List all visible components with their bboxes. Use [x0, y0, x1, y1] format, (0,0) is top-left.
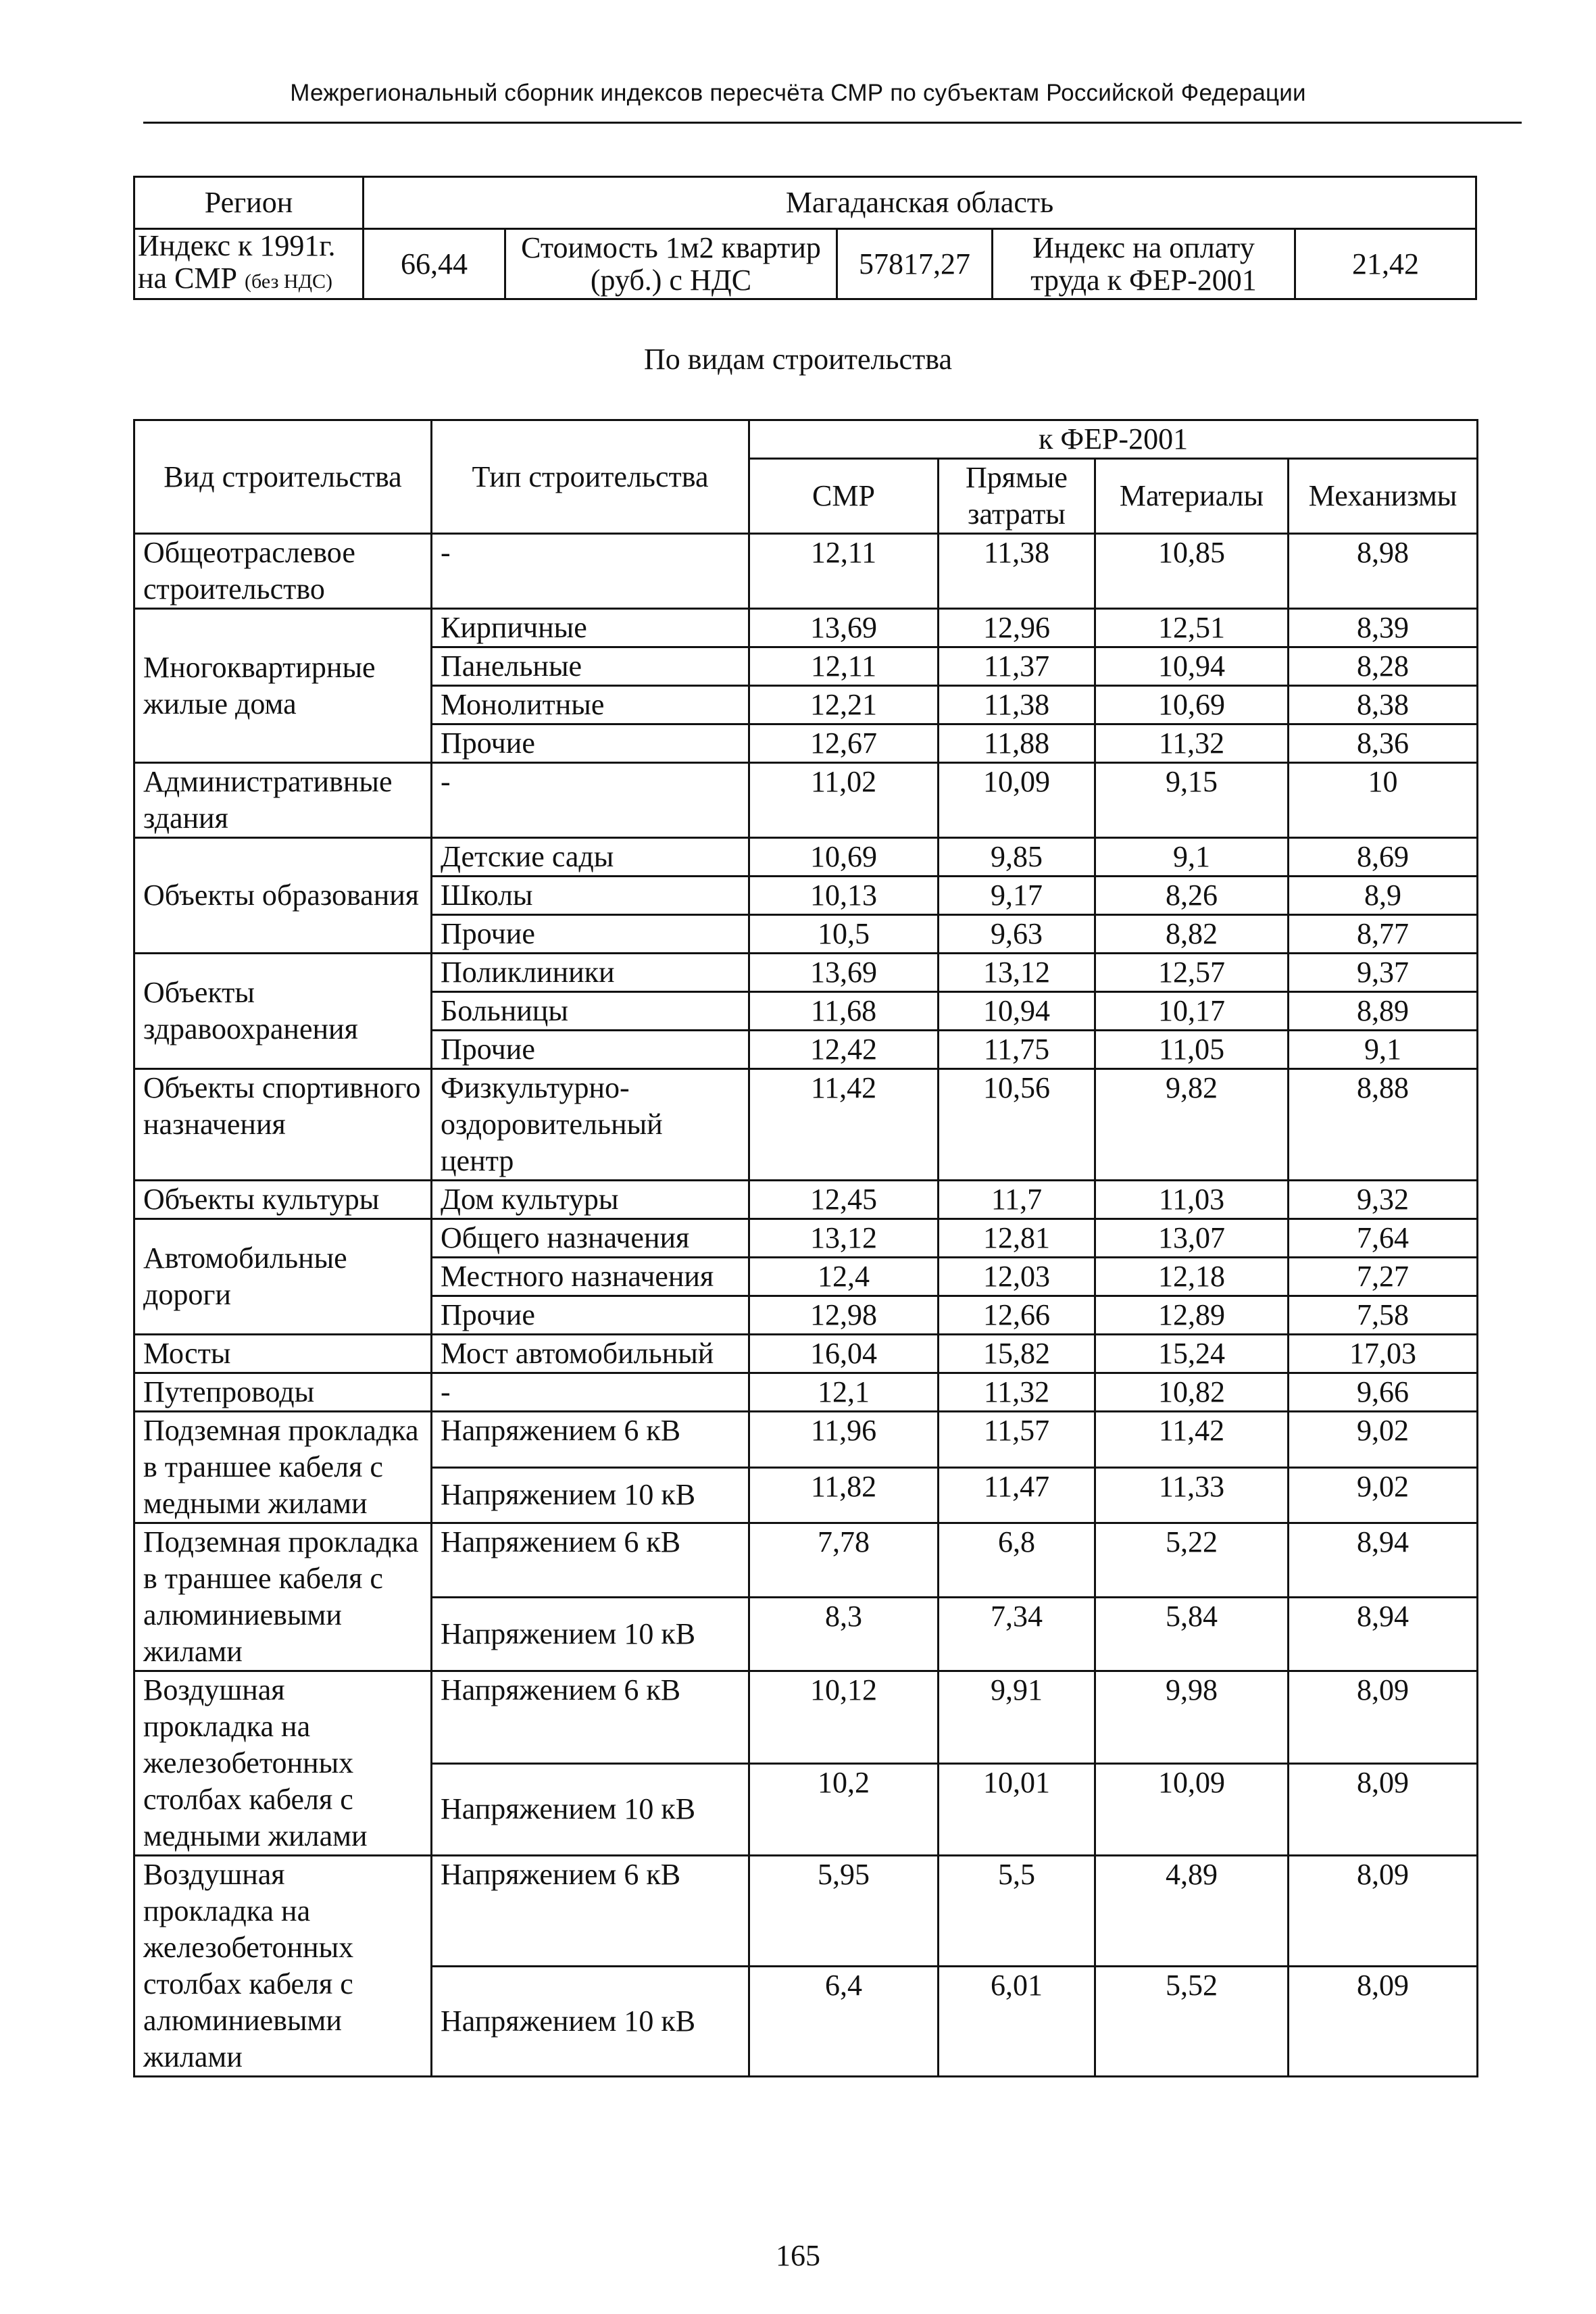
- smr-value-cell: 7,78: [749, 1523, 939, 1598]
- table-row: [134, 1523, 1478, 1598]
- smr-value-cell: 12,45: [749, 1181, 939, 1219]
- index-label-note: (без НДС): [245, 270, 333, 293]
- direct-costs-value-cell: 9,85: [939, 838, 1095, 877]
- construction-kind-cell: Многоквартирные жилые дома: [134, 609, 432, 763]
- materials-value-cell: 15,24: [1095, 1335, 1289, 1373]
- smr-value-cell: 12,21: [749, 686, 939, 724]
- construction-type-cell: Дом культуры: [432, 1181, 749, 1219]
- smr-value-cell: 12,11: [749, 534, 939, 609]
- construction-type-cell: Напряжением 6 кВ: [432, 1523, 749, 1598]
- machines-value-cell: 7,64: [1289, 1219, 1478, 1258]
- cost-value: 57817,27: [837, 229, 993, 299]
- materials-value-cell: 9,98: [1095, 1671, 1289, 1764]
- smr-value-cell: 12,98: [749, 1296, 939, 1335]
- page-number: 165: [776, 2239, 820, 2272]
- construction-type-cell: Напряжением 6 кВ: [432, 1671, 749, 1764]
- construction-type-cell: Общего назначения: [432, 1219, 749, 1258]
- materials-value-cell: 12,89: [1095, 1296, 1289, 1335]
- smr-value-cell: 12,11: [749, 647, 939, 686]
- region-label: Регион: [134, 177, 364, 229]
- construction-type-cell: Больницы: [432, 992, 749, 1031]
- machines-value-cell: 8,39: [1289, 609, 1478, 647]
- construction-kind-cell: Объекты спортивного назначения: [134, 1069, 432, 1181]
- direct-costs-value-cell: 9,63: [939, 915, 1095, 954]
- smr-value-cell: 10,12: [749, 1671, 939, 1764]
- materials-value-cell: 11,03: [1095, 1181, 1289, 1219]
- machines-value-cell: 8,88: [1289, 1069, 1478, 1181]
- index-label-line2: на СМР: [138, 262, 245, 295]
- direct-costs-value-cell: 10,56: [939, 1069, 1095, 1181]
- index-label-line1: Индекс к 1991г.: [138, 229, 336, 262]
- direct-costs-value-cell: 6,8: [939, 1523, 1095, 1598]
- smr-value-cell: 11,42: [749, 1069, 939, 1181]
- cost-label: Стоимость 1м2 квартир (руб.) с НДС: [505, 229, 837, 299]
- materials-value-cell: 9,15: [1095, 763, 1289, 838]
- materials-value-cell: 11,05: [1095, 1031, 1289, 1069]
- smr-value-cell: 10,13: [749, 877, 939, 915]
- construction-type-cell: Панельные: [432, 647, 749, 686]
- materials-value-cell: 9,82: [1095, 1069, 1289, 1181]
- construction-type-cell: Напряжением 10 кВ: [432, 1467, 749, 1523]
- direct-costs-value-cell: 7,34: [939, 1597, 1095, 1671]
- construction-type-cell: Напряжением 10 кВ: [432, 1966, 749, 2077]
- construction-type-cell: Детские сады: [432, 838, 749, 877]
- direct-costs-value-cell: 11,38: [939, 534, 1095, 609]
- materials-value-cell: 11,32: [1095, 724, 1289, 763]
- materials-value-cell: 10,94: [1095, 647, 1289, 686]
- machines-value-cell: 9,37: [1289, 954, 1478, 992]
- smr-value-cell: 12,4: [749, 1258, 939, 1296]
- table-row: [134, 609, 1478, 647]
- materials-value-cell: 8,82: [1095, 915, 1289, 954]
- materials-value-cell: 11,33: [1095, 1467, 1289, 1523]
- construction-kind-cell: Путепроводы: [134, 1373, 432, 1412]
- machines-value-cell: 8,36: [1289, 724, 1478, 763]
- smr-value-cell: 11,96: [749, 1412, 939, 1468]
- construction-type-cell: Кирпичные: [432, 609, 749, 647]
- construction-type-cell: Напряжением 10 кВ: [432, 1763, 749, 1856]
- machines-value-cell: 8,77: [1289, 915, 1478, 954]
- machines-value-cell: 9,32: [1289, 1181, 1478, 1219]
- machines-value-cell: 7,58: [1289, 1296, 1478, 1335]
- region-summary-table: [133, 176, 1477, 300]
- direct-costs-value-cell: 6,01: [939, 1966, 1095, 2077]
- smr-value-cell: 12,67: [749, 724, 939, 763]
- table-row: [134, 1373, 1478, 1412]
- construction-kind-cell: Объекты здравоохранения: [134, 954, 432, 1069]
- materials-value-cell: 12,57: [1095, 954, 1289, 992]
- direct-costs-value-cell: 9,17: [939, 877, 1095, 915]
- direct-costs-value-cell: 11,38: [939, 686, 1095, 724]
- wage-index-value: 21,42: [1295, 229, 1476, 299]
- machines-value-cell: 8,09: [1289, 1856, 1478, 1967]
- direct-costs-value-cell: 13,12: [939, 954, 1095, 992]
- wage-index-label: Индекс на оплату труда к ФЕР-2001: [993, 229, 1295, 299]
- table-row: [134, 838, 1478, 877]
- construction-kind-cell: Воздушная прокладка на железобетонных столбах кабеля с медными жилами: [134, 1671, 432, 1856]
- smr-value-cell: 10,69: [749, 838, 939, 877]
- machines-value-cell: 9,66: [1289, 1373, 1478, 1412]
- smr-value-cell: 13,69: [749, 954, 939, 992]
- machines-value-cell: 10: [1289, 763, 1478, 838]
- smr-value-cell: 10,5: [749, 915, 939, 954]
- materials-value-cell: 12,18: [1095, 1258, 1289, 1296]
- machines-value-cell: 8,28: [1289, 647, 1478, 686]
- direct-costs-value-cell: 11,32: [939, 1373, 1095, 1412]
- materials-value-cell: 10,17: [1095, 992, 1289, 1031]
- region-row: [134, 177, 1476, 229]
- materials-value-cell: 9,1: [1095, 838, 1289, 877]
- direct-costs-value-cell: 10,94: [939, 992, 1095, 1031]
- direct-costs-value-cell: 11,57: [939, 1412, 1095, 1468]
- header-divider: [143, 122, 1522, 124]
- smr-value-cell: 5,95: [749, 1856, 939, 1967]
- smr-value-cell: 13,12: [749, 1219, 939, 1258]
- construction-kind-cell: Общеотраслевое строительство: [134, 534, 432, 609]
- machines-value-cell: 8,89: [1289, 992, 1478, 1031]
- direct-costs-value-cell: 9,91: [939, 1671, 1095, 1764]
- direct-costs-value-cell: 12,03: [939, 1258, 1095, 1296]
- direct-costs-value-cell: 11,47: [939, 1467, 1095, 1523]
- table-row: [134, 1412, 1478, 1468]
- construction-kind-cell: Административные здания: [134, 763, 432, 838]
- direct-costs-value-cell: 12,81: [939, 1219, 1095, 1258]
- construction-type-cell: Напряжением 6 кВ: [432, 1856, 749, 1967]
- materials-value-cell: 12,51: [1095, 609, 1289, 647]
- smr-value-cell: 11,82: [749, 1467, 939, 1523]
- machines-value-cell: 8,38: [1289, 686, 1478, 724]
- construction-type-cell: -: [432, 763, 749, 838]
- table-row: [134, 1181, 1478, 1219]
- construction-type-cell: Прочие: [432, 915, 749, 954]
- smr-value-cell: 12,1: [749, 1373, 939, 1412]
- page-header: Межрегиональный сборник индексов пересчёта СМР по субъектам Российской Федерации: [290, 80, 1306, 106]
- smr-value-cell: 8,3: [749, 1597, 939, 1671]
- table-row: [134, 763, 1478, 838]
- machines-value-cell: 17,03: [1289, 1335, 1478, 1373]
- materials-value-cell: 10,09: [1095, 1763, 1289, 1856]
- machines-value-cell: 9,02: [1289, 1467, 1478, 1523]
- direct-costs-value-cell: 15,82: [939, 1335, 1095, 1373]
- direct-costs-value-cell: 11,7: [939, 1181, 1095, 1219]
- materials-value-cell: 5,52: [1095, 1966, 1289, 2077]
- construction-kind-cell: Объекты образования: [134, 838, 432, 954]
- construction-kind-cell: Мосты: [134, 1335, 432, 1373]
- direct-costs-value-cell: 5,5: [939, 1856, 1095, 1967]
- smr-value-cell: 6,4: [749, 1966, 939, 2077]
- region-value: Магаданская область: [364, 177, 1476, 229]
- construction-kind-cell: Подземная прокладка в траншее кабеля с алюминиевыми жилами: [134, 1523, 432, 1671]
- section-title: По видам строительства: [644, 343, 952, 376]
- construction-type-cell: Физкультурно-оздоровительный центр: [432, 1069, 749, 1181]
- materials-value-cell: 10,69: [1095, 686, 1289, 724]
- table-row: [134, 1856, 1478, 1967]
- machines-value-cell: 7,27: [1289, 1258, 1478, 1296]
- direct-costs-value-cell: 11,75: [939, 1031, 1095, 1069]
- header-type: Тип строительства: [432, 420, 749, 534]
- construction-type-cell: Мост автомобильный: [432, 1335, 749, 1373]
- table-row: [134, 954, 1478, 992]
- materials-value-cell: 8,26: [1095, 877, 1289, 915]
- table-row: [134, 1671, 1478, 1764]
- smr-value-cell: 11,68: [749, 992, 939, 1031]
- smr-value-cell: 10,2: [749, 1763, 939, 1856]
- table-row: [134, 1069, 1478, 1181]
- construction-type-cell: Прочие: [432, 1296, 749, 1335]
- materials-value-cell: 10,85: [1095, 534, 1289, 609]
- machines-value-cell: 9,1: [1289, 1031, 1478, 1069]
- construction-type-cell: Поликлиники: [432, 954, 749, 992]
- construction-type-cell: Напряжением 10 кВ: [432, 1597, 749, 1671]
- construction-type-cell: Школы: [432, 877, 749, 915]
- machines-value-cell: 8,09: [1289, 1763, 1478, 1856]
- direct-costs-value-cell: 12,96: [939, 609, 1095, 647]
- header-materials: Материалы: [1095, 459, 1289, 534]
- direct-costs-value-cell: 10,01: [939, 1763, 1095, 1856]
- table-row: [134, 1335, 1478, 1373]
- header-direct-costs: Прямые затраты: [939, 459, 1095, 534]
- construction-type-cell: Монолитные: [432, 686, 749, 724]
- construction-kind-cell: Объекты культуры: [134, 1181, 432, 1219]
- smr-value-cell: 12,42: [749, 1031, 939, 1069]
- machines-value-cell: 8,69: [1289, 838, 1478, 877]
- machines-value-cell: 8,98: [1289, 534, 1478, 609]
- header-smr: СМР: [749, 459, 939, 534]
- construction-type-cell: Прочие: [432, 724, 749, 763]
- smr-value-cell: 13,69: [749, 609, 939, 647]
- construction-type-cell: Местного назначения: [432, 1258, 749, 1296]
- materials-value-cell: 5,84: [1095, 1597, 1289, 1671]
- materials-value-cell: 11,42: [1095, 1412, 1289, 1468]
- direct-costs-value-cell: 11,88: [939, 724, 1095, 763]
- construction-type-cell: -: [432, 1373, 749, 1412]
- construction-index-table: [133, 419, 1478, 2077]
- construction-type-cell: Напряжением 6 кВ: [432, 1412, 749, 1468]
- construction-kind-cell: Подземная прокладка в траншее кабеля с медными жилами: [134, 1412, 432, 1523]
- construction-type-cell: -: [432, 534, 749, 609]
- construction-type-cell: Прочие: [432, 1031, 749, 1069]
- materials-value-cell: 10,82: [1095, 1373, 1289, 1412]
- table-row: [134, 1219, 1478, 1258]
- machines-value-cell: 8,09: [1289, 1671, 1478, 1764]
- materials-value-cell: 5,22: [1095, 1523, 1289, 1598]
- materials-value-cell: 13,07: [1095, 1219, 1289, 1258]
- table-row: [134, 534, 1478, 609]
- direct-costs-value-cell: 12,66: [939, 1296, 1095, 1335]
- table-header-row: [134, 420, 1478, 459]
- direct-costs-value-cell: 11,37: [939, 647, 1095, 686]
- materials-value-cell: 4,89: [1095, 1856, 1289, 1967]
- machines-value-cell: 8,94: [1289, 1597, 1478, 1671]
- header-machines: Механизмы: [1289, 459, 1478, 534]
- header-fer-group: к ФЕР-2001: [749, 420, 1478, 459]
- direct-costs-value-cell: 10,09: [939, 763, 1095, 838]
- region-index-row: [134, 229, 1476, 299]
- machines-value-cell: 8,94: [1289, 1523, 1478, 1598]
- construction-kind-cell: Воздушная прокладка на железобетонных столбах кабеля с алюминиевыми жилами: [134, 1856, 432, 2077]
- header-kind: Вид строительства: [134, 420, 432, 534]
- construction-kind-cell: Автомобильные дороги: [134, 1219, 432, 1335]
- table-body: [134, 534, 1478, 2077]
- smr-value-cell: 11,02: [749, 763, 939, 838]
- machines-value-cell: 8,09: [1289, 1966, 1478, 2077]
- machines-value-cell: 8,9: [1289, 877, 1478, 915]
- machines-value-cell: 9,02: [1289, 1412, 1478, 1468]
- index-value: 66,44: [364, 229, 505, 299]
- index-label: [134, 229, 364, 299]
- smr-value-cell: 16,04: [749, 1335, 939, 1373]
